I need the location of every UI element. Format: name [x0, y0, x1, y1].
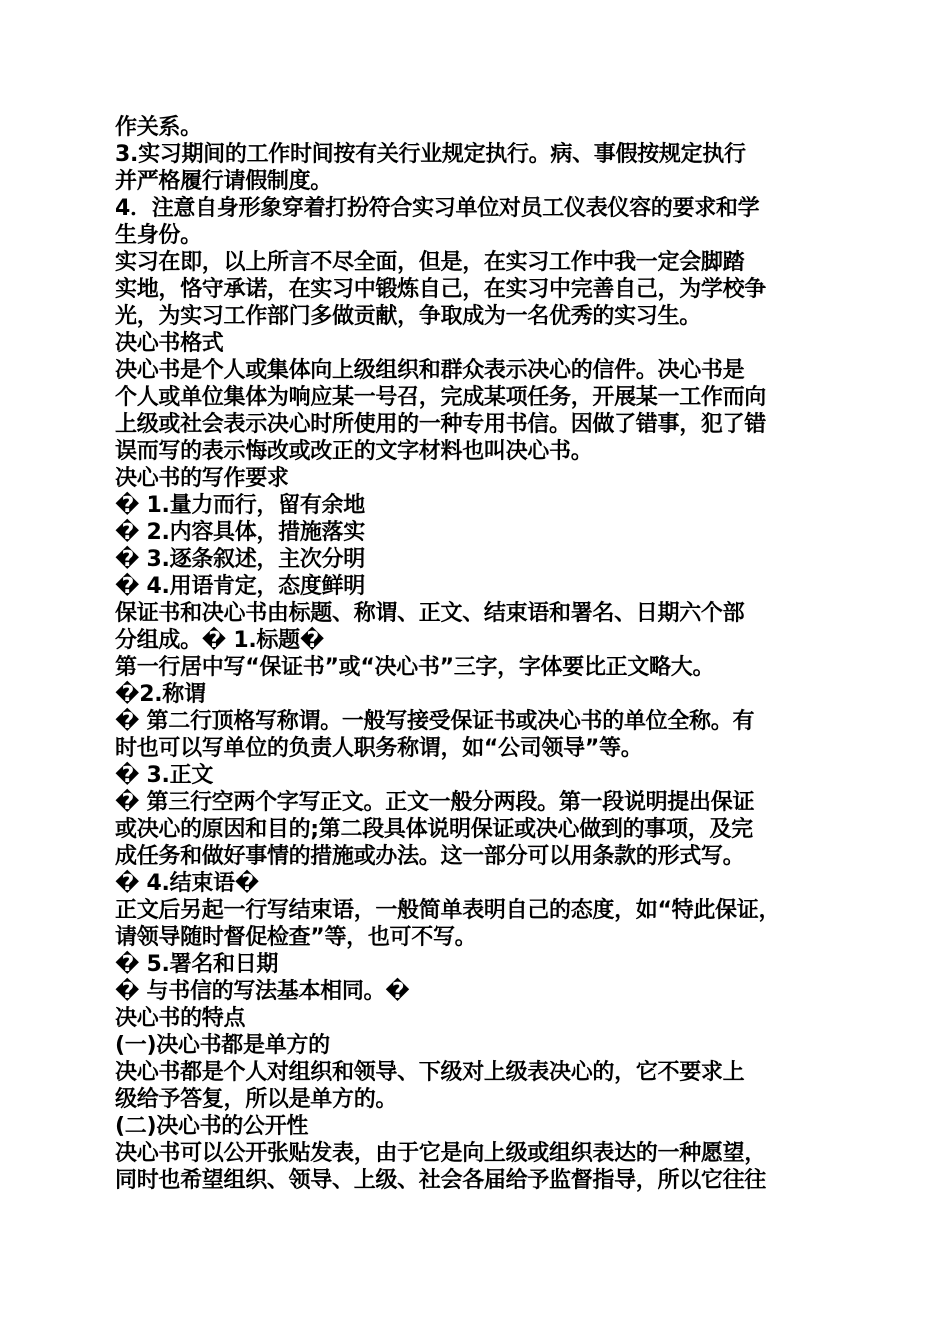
text-line: 并严格履行请假制度。 [115, 169, 333, 194]
document-page [115, 114, 837, 1194]
list-item: � 2.内容具体，措施落实 [115, 520, 365, 545]
text-line: 决心书都是个人对组织和领导、下级对上级表决心的，它不要求上 [115, 1060, 745, 1085]
text-line: 上级或社会表示决心时所使用的一种专用书信。因做了错事，犯了错 [115, 412, 767, 437]
text-line: 成任务和做好事情的措施或办法。这一部分可以用条款的形式写。 [115, 844, 745, 869]
subsection-heading: � 5.署名和日期 [115, 952, 279, 977]
list-item: � 3.逐条叙述，主次分明 [115, 547, 365, 572]
text-line: 误而写的表示悔改或改正的文字材料也叫决心书。 [115, 439, 593, 464]
text-line: 第一行居中写“保证书”或“决心书”三字，字体要比正文略大。 [115, 655, 715, 680]
text-line: � 与书信的写法基本相同。� [115, 979, 410, 1004]
text-line: � 第三行空两个字写正文。正文一般分两段。第一段说明提出保证 [115, 790, 755, 815]
subsection-heading: (二)决心书的公开性 [115, 1114, 309, 1139]
text-line: 同时也希望组织、领导、上级、社会各届给予监督指导，所以它往往 [115, 1168, 767, 1193]
list-item: � 4.用语肯定，态度鲜明 [115, 574, 365, 599]
text-line: 时也可以写单位的负责人职务称谓，如“公司领导”等。 [115, 736, 643, 761]
subsection-heading: (一)决心书都是单方的 [115, 1033, 330, 1058]
section-heading: 决心书的特点 [115, 1006, 246, 1031]
text-line: � 第二行顶格写称谓。一般写接受保证书或决心书的单位全称。有 [115, 709, 755, 734]
text-line: 级给予答复，所以是单方的。 [115, 1087, 398, 1112]
subsection-heading: � 4.结束语� [115, 871, 259, 896]
subsection-heading: � 3.正文 [115, 763, 214, 788]
section-heading: 决心书的写作要求 [115, 466, 289, 491]
text-line: 分组成。� 1.标题� [115, 628, 325, 653]
list-item: � 1.量力而行，留有余地 [115, 493, 365, 518]
text-line: 4．注意自身形象穿着打扮符合实习单位对员工仪表仪容的要求和学 [115, 196, 760, 221]
text-line: 保证书和决心书由标题、称谓、正文、结束语和署名、日期六个部 [115, 601, 745, 626]
text-line: 实习在即，以上所言不尽全面，但是，在实习工作中我一定会脚踏 [115, 250, 745, 275]
text-line: 决心书是个人或集体向上级组织和群众表示决心的信件。决心书是 [115, 358, 745, 383]
text-line: 正文后另起一行写结束语，一般简单表明自己的态度，如“特此保证， [115, 898, 781, 923]
text-line: 实地，恪守承诺，在实习中锻炼自己，在实习中完善自己，为学校争 [115, 277, 767, 302]
text-line: 决心书可以公开张贴发表，由于它是向上级或组织表达的一种愿望， [115, 1141, 767, 1166]
section-heading: 决心书格式 [115, 331, 224, 356]
text-line: 或决心的原因和目的;第二段具体说明保证或决心做到的事项，及完 [115, 817, 753, 842]
text-line: 3.实习期间的工作时间按有关行业规定执行。病、事假按规定执行 [115, 142, 746, 167]
text-line: 光，为实习工作部门多做贡献，争取成为一名优秀的实习生。 [115, 304, 701, 329]
text-line: 生身份。 [115, 223, 202, 248]
text-line: 作关系。 [115, 115, 202, 140]
text-line: 个人或单位集体为响应某一号召，完成某项任务，开展某一工作而向 [115, 385, 767, 410]
text-line: 请领导随时督促检查”等，也可不写。 [115, 925, 477, 950]
subsection-heading: �2.称谓 [115, 682, 206, 707]
